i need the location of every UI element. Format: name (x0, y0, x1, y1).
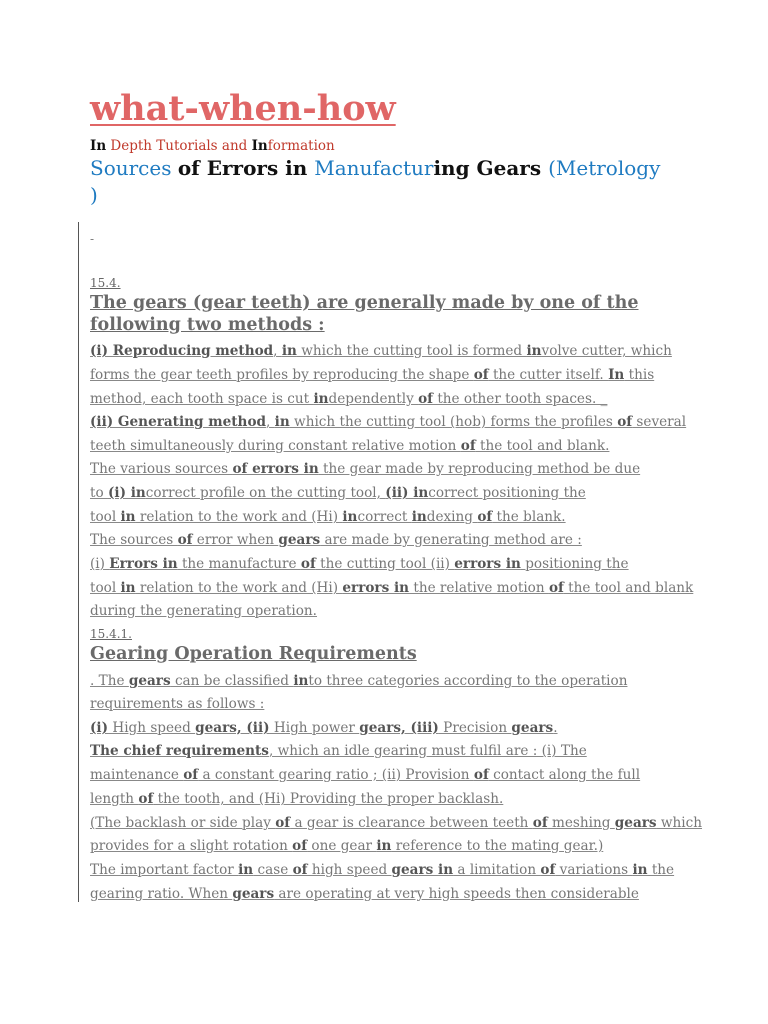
line-part: in (120, 580, 136, 596)
line-part: . The (90, 673, 129, 689)
line-part: The important factor (90, 862, 239, 878)
line-part: The various sources (90, 461, 233, 477)
line-part: High power (269, 720, 360, 736)
line-part: meshing (547, 815, 615, 831)
line-part: the relative motion (409, 580, 549, 596)
text-line (90, 413, 690, 431)
text-line (90, 695, 690, 713)
line-part: the manufacture (177, 556, 301, 572)
line-part: high speed (307, 862, 392, 878)
line-part: reference to the mating gear.) (391, 838, 604, 854)
line-part: teeth simultaneously during constant relative motion (90, 438, 461, 454)
line-part: of (183, 767, 199, 783)
text-line (90, 672, 690, 690)
title-part: of Errors in (177, 156, 315, 180)
line-part: positioning the (520, 556, 629, 572)
title-part: Sources (90, 156, 178, 180)
text-line (90, 460, 690, 478)
line-part: The sources (90, 532, 178, 548)
title-part: Gears (469, 156, 549, 180)
text-line (90, 790, 690, 808)
line-part: forms the gear teeth profiles by reproducing the shape (90, 367, 474, 383)
tagline-part: In (90, 138, 107, 154)
line-part: gears (614, 815, 657, 831)
line-part: method, each tooth space is cut (90, 391, 314, 407)
section-heading: Gearing Operation Requirements (90, 644, 417, 664)
line-part: of (177, 532, 193, 548)
line-part: variations (555, 862, 633, 878)
line-part: relation to the work and (Hi) (135, 509, 343, 525)
line-part: , which an idle gearing must fulfil are : (i) The (268, 743, 587, 759)
line-part: which the cutting tool is formed (296, 343, 527, 359)
line-part: several (632, 414, 687, 430)
line-part: are operating at very high speeds then considerable (274, 886, 639, 902)
text-line (90, 342, 690, 360)
tagline-part: In (251, 138, 268, 154)
line-part: a limitation (453, 862, 541, 878)
line-part: can be classified (170, 673, 294, 689)
line-part: the blank. (492, 509, 566, 525)
line-part: in (293, 673, 309, 689)
line-part: a gear is clearance between teeth (290, 815, 533, 831)
tagline-part: Depth Tutorials and (106, 138, 252, 154)
line-part: requirements as follows : (90, 696, 265, 712)
text-line (90, 508, 690, 526)
line-part: the other tooth spaces. _ (433, 391, 608, 407)
line-part: of (548, 580, 564, 596)
line-part: errors in (454, 556, 521, 572)
line-part: (i) Reproducing method (90, 343, 274, 359)
line-part: provides for a slight rotation (90, 838, 293, 854)
line-part: correct (357, 509, 412, 525)
title-part: (Metrology (548, 156, 661, 180)
line-part: which the cutting tool (hob) forms the profiles (289, 414, 618, 430)
line-part: errors in (342, 580, 410, 596)
section-heading: The gears (gear teeth) are generally made by one of the following two methods : (90, 293, 639, 335)
line-part: in (376, 838, 392, 854)
line-part: Errors in (109, 556, 178, 572)
text-line (90, 885, 690, 903)
line-part: of (275, 815, 291, 831)
line-part: maintenance (90, 767, 184, 783)
line-part: contact along the full (488, 767, 641, 783)
line-part: gears in (391, 862, 454, 878)
site-tagline (90, 138, 335, 154)
line-part: gears (511, 720, 554, 736)
line-part: (i) in (107, 485, 146, 501)
tagline-part: formation (267, 138, 335, 154)
line-part: (ii) in (385, 485, 429, 501)
line-part: gears (278, 532, 321, 548)
line-part: gears, (iii) (359, 720, 439, 736)
line-part: gears (232, 886, 275, 902)
line-part: gears, (ii) (195, 720, 270, 736)
line-part: one gear (307, 838, 377, 854)
text-line (90, 531, 690, 549)
line-part: in (238, 862, 254, 878)
text-line (90, 390, 690, 408)
dash-mark: - (90, 232, 95, 246)
line-part: a constant gearing ratio ; (ii) Provision (198, 767, 474, 783)
line-part: which (656, 815, 703, 831)
line-part: (i) (90, 556, 110, 572)
text-line (90, 861, 690, 879)
line-part: of (477, 509, 493, 525)
line-part: volve cutter, which (541, 343, 672, 359)
text-line (90, 837, 690, 855)
line-part: (ii) Generating method (90, 414, 267, 430)
line-part: in (411, 509, 427, 525)
section-number: 15.4. (90, 276, 121, 290)
line-part: case (253, 862, 293, 878)
text-line (90, 579, 694, 597)
line-part: , (273, 343, 282, 359)
line-part: gearing ratio. When (90, 886, 233, 902)
text-line (90, 437, 690, 455)
line-part: of (138, 791, 154, 807)
line-part: correct profile on the cutting tool, (145, 485, 386, 501)
line-part: of (532, 815, 548, 831)
line-part: Precision (438, 720, 512, 736)
text-line (90, 555, 690, 573)
line-part: of (292, 862, 308, 878)
line-part: the cutting tool (ii) (315, 556, 455, 572)
text-line (90, 602, 690, 620)
text-line (90, 766, 690, 784)
line-part: of (617, 414, 633, 430)
line-part: relation to the work and (Hi) (135, 580, 343, 596)
section-number: 15.4.1. (90, 627, 132, 641)
site-title[interactable]: what-when-how (90, 88, 396, 129)
line-part: the tooth, and (Hi) Providing the proper backlash. (153, 791, 504, 807)
line-part: dexing (426, 509, 478, 525)
text-line (90, 366, 690, 384)
line-part: of (292, 838, 308, 854)
line-part: of (460, 438, 476, 454)
line-part: the tool and blank (563, 580, 694, 596)
line-part: the (647, 862, 675, 878)
line-part: in (274, 414, 290, 430)
line-part: in (313, 391, 329, 407)
line-part: tool (90, 509, 121, 525)
left-border-rule (78, 222, 79, 902)
text-line (90, 719, 690, 737)
line-part: . (553, 720, 558, 736)
line-part: the cutter itself. (488, 367, 609, 383)
line-part: The chief requirements (90, 743, 269, 759)
line-part: of (418, 391, 433, 407)
line-part: in (342, 509, 358, 525)
line-part: error when (192, 532, 279, 548)
line-part: in (526, 343, 542, 359)
line-part: of errors in (232, 461, 319, 477)
line-part: of (540, 862, 556, 878)
line-part: of (473, 367, 489, 383)
text-line (90, 814, 703, 832)
title-part: ing (433, 156, 470, 180)
line-part: (i) (90, 720, 109, 736)
line-part: High speed (108, 720, 196, 736)
line-part: this (624, 367, 655, 383)
title-part: ) (90, 183, 98, 207)
line-part: gears (128, 673, 171, 689)
line-part: in (281, 343, 297, 359)
line-part: correct positioning the (428, 485, 586, 501)
line-part: , (266, 414, 275, 430)
line-part: in (632, 862, 648, 878)
title-part: Manufactur (314, 156, 434, 180)
line-part: of (473, 767, 489, 783)
line-part: length (90, 791, 139, 807)
article-title (90, 155, 690, 209)
line-part: to three categories according to the operation (308, 673, 628, 689)
line-part: in (120, 509, 136, 525)
line-part: during the generating operation. (90, 603, 318, 619)
text-line (90, 484, 690, 502)
text-line (90, 742, 690, 760)
line-part: of (300, 556, 316, 572)
line-part: the gear made by reproducing method be due (318, 461, 641, 477)
line-part: dependently (328, 391, 419, 407)
line-part: are made by generating method are : (320, 532, 582, 548)
line-part: tool (90, 580, 121, 596)
line-part: the tool and blank. (475, 438, 610, 454)
line-part: to (90, 485, 108, 501)
line-part: (The backlash or side play (90, 815, 276, 831)
line-part: In (608, 367, 625, 383)
